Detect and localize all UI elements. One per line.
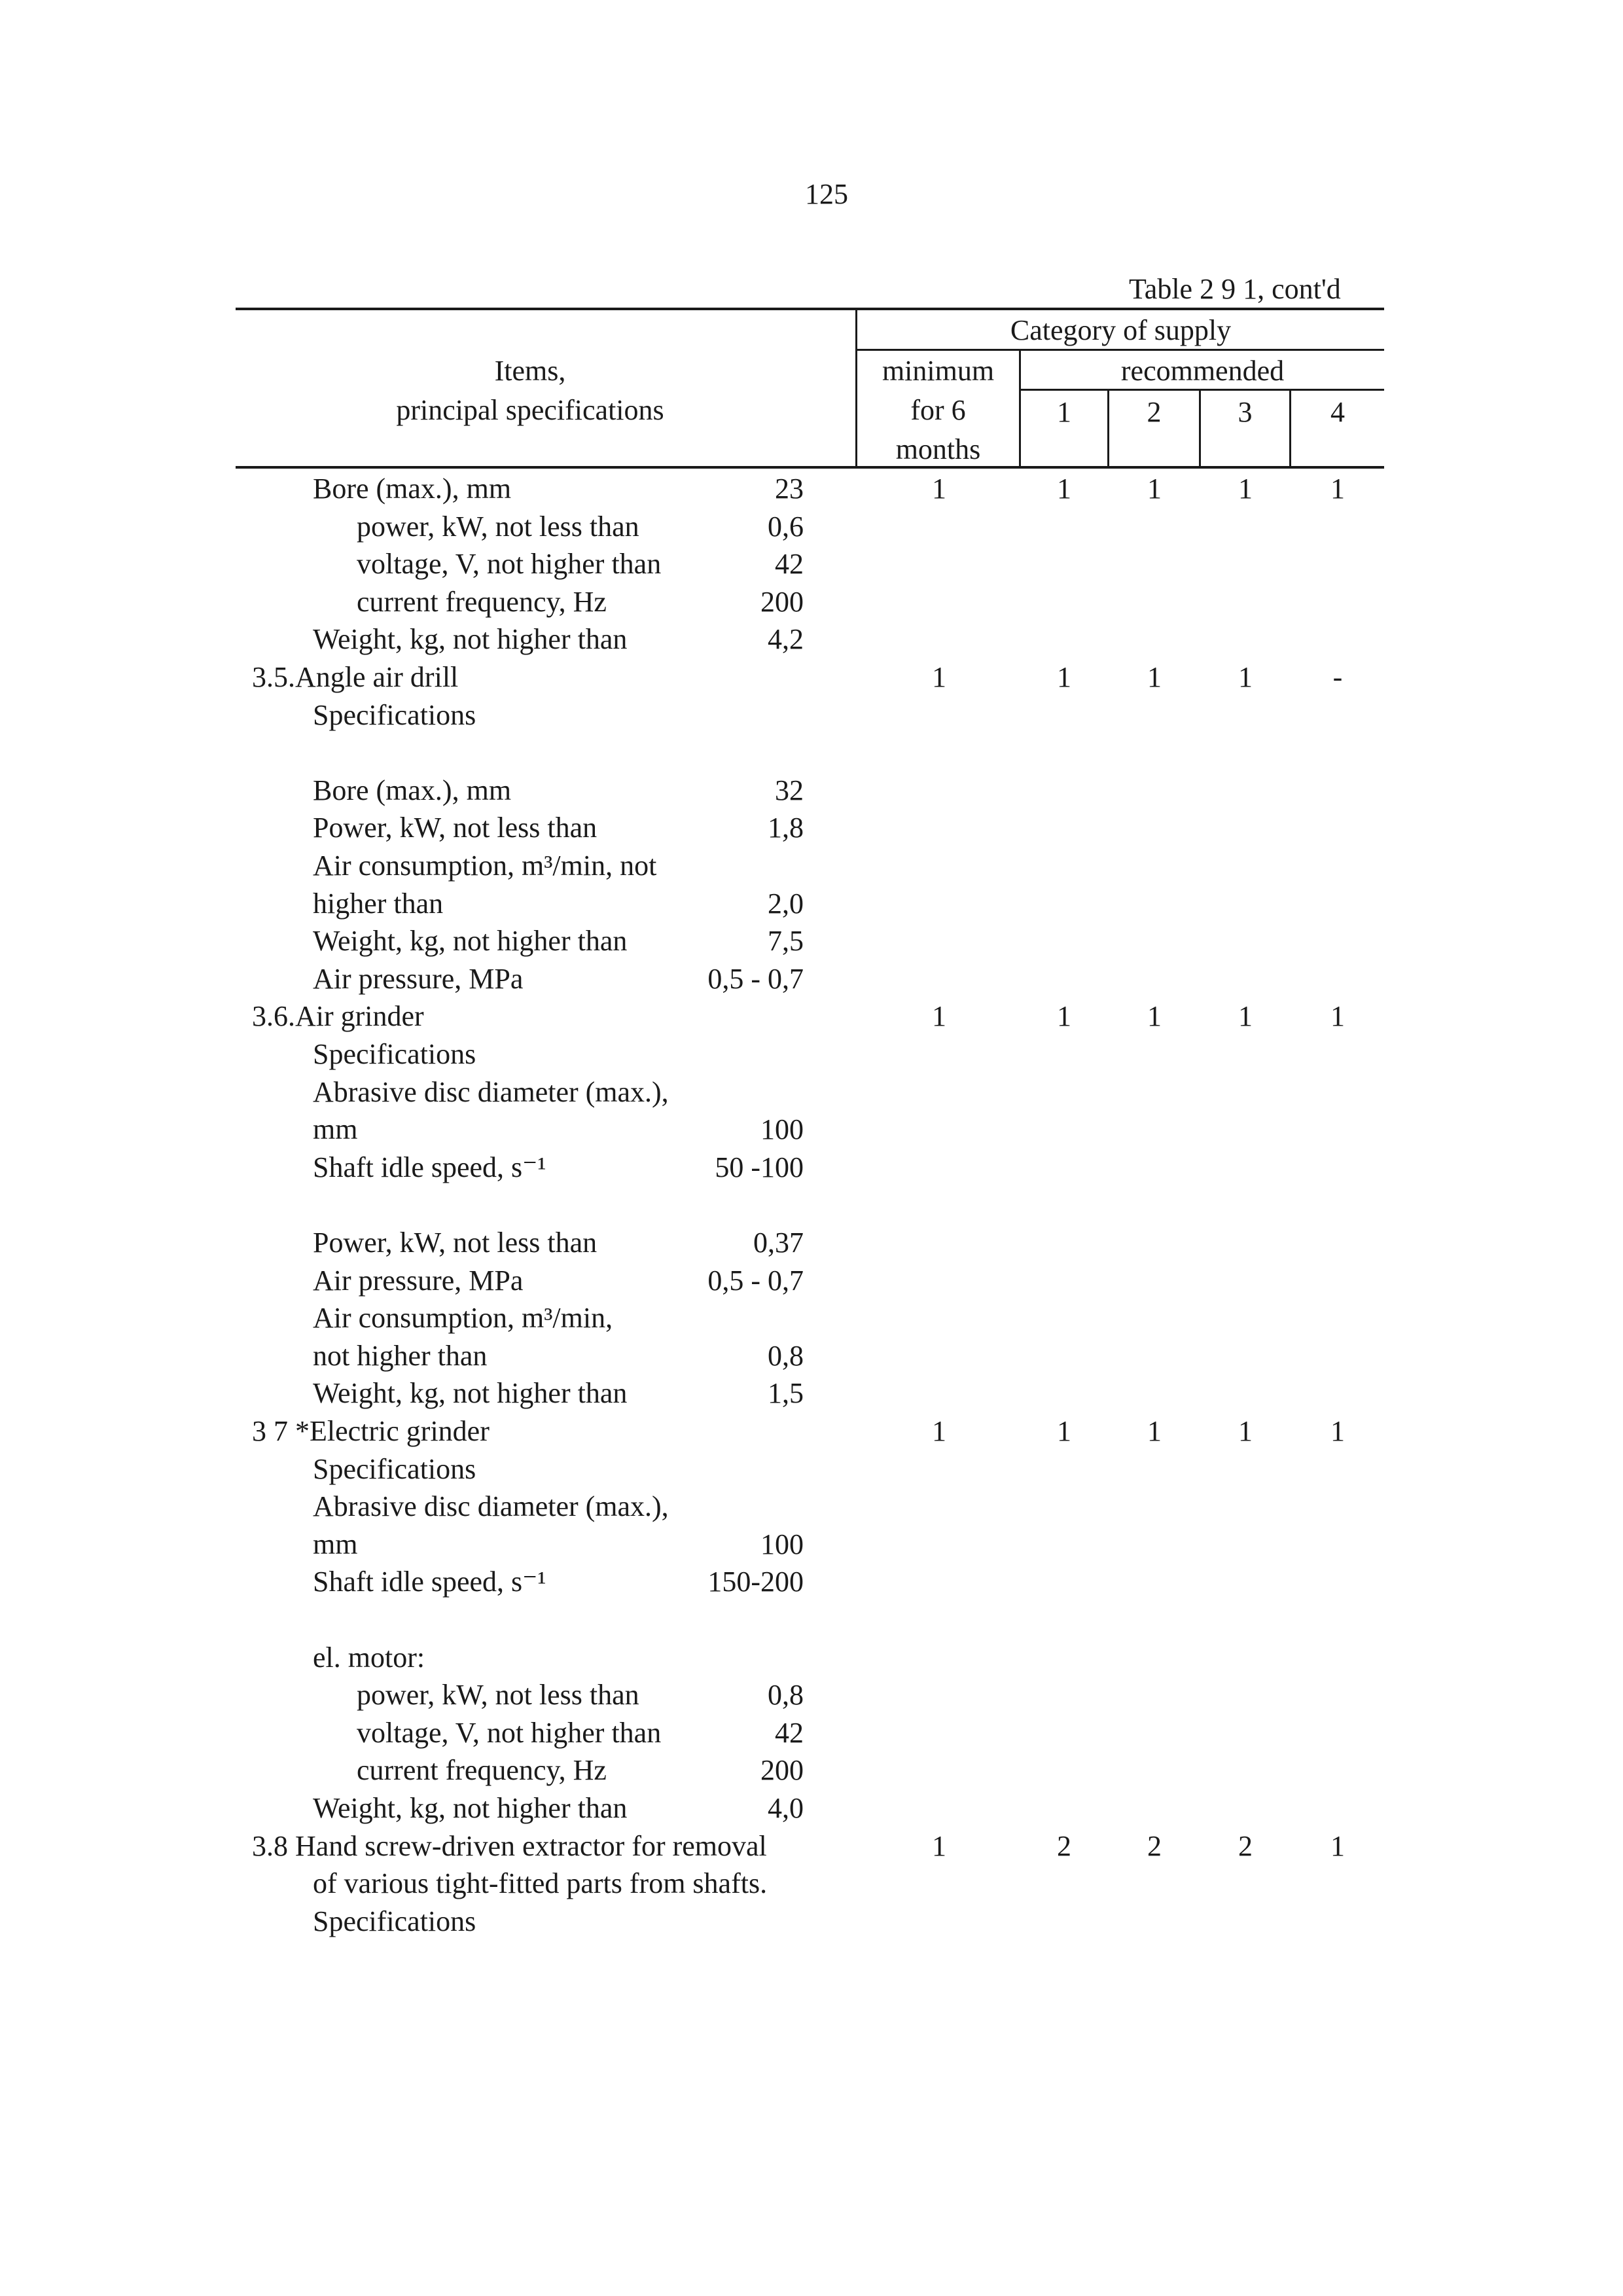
cell-recommended-2: 2 [1147, 1829, 1162, 1862]
row-label: 3 7 *Electric grinder [252, 1415, 490, 1447]
table-row [0, 1417, 1623, 1455]
table-row [0, 1492, 1623, 1530]
row-value: 4,2 [768, 623, 804, 656]
row-label: Weight, kg, not higher than [313, 1792, 628, 1824]
header-items-line2: principal specifications [396, 394, 664, 426]
header-minimum-2: for 6 [910, 394, 966, 426]
cell-recommended-1: 2 [1057, 1829, 1071, 1862]
table-row [0, 1530, 1623, 1568]
row-label: Abrasive disc diameter (max.), [313, 1490, 669, 1523]
row-value: 42 [775, 1716, 804, 1749]
row-value: 32 [775, 774, 804, 806]
category-underline [855, 349, 1384, 351]
table-gap [0, 738, 1623, 776]
row-label: voltage, V, not higher than [357, 1716, 662, 1749]
table-caption: Table 2 9 1, cont'd [1129, 273, 1341, 305]
row-value: 100 [760, 1528, 804, 1560]
table-row [0, 852, 1623, 889]
table-row [0, 1681, 1623, 1719]
row-label: Specifications [313, 1905, 476, 1937]
cell-recommended-4: - [1332, 661, 1343, 693]
table-row [0, 1756, 1623, 1794]
table-row [0, 1829, 1623, 1870]
row-label: el. motor: [313, 1641, 425, 1674]
cell-recommended-3: 2 [1238, 1829, 1253, 1862]
header-subcol-2: 2 [1147, 396, 1162, 428]
cell-recommended-2: 1 [1147, 473, 1162, 505]
table-row [0, 1643, 1623, 1681]
row-label: mm [313, 1113, 358, 1146]
row-label: Weight, kg, not higher than [313, 925, 628, 958]
row-value: 150-200 [707, 1566, 804, 1598]
row-value: 0,8 [768, 1339, 804, 1372]
row-value: 1,8 [768, 812, 804, 844]
cell-minimum: 1 [932, 473, 946, 505]
table-row [0, 1907, 1623, 1945]
row-label: Bore (max.), mm [313, 473, 512, 505]
table-row [0, 962, 1623, 1003]
row-label: Air consumption, m³/min, not [313, 850, 657, 882]
row-label: Shaft idle speed, s⁻¹ [313, 1566, 546, 1598]
cell-minimum: 1 [932, 1829, 946, 1862]
row-label: 3.6.Air grinder [252, 1000, 424, 1033]
row-value: 100 [760, 1113, 804, 1146]
table-row [0, 1115, 1623, 1153]
recommended-underline [1019, 389, 1384, 391]
row-value: 42 [775, 548, 804, 581]
row-value: 0,8 [768, 1679, 804, 1712]
row-value: 7,5 [768, 925, 804, 958]
row-label: current frequency, Hz [357, 585, 607, 618]
cell-recommended-3: 1 [1238, 661, 1253, 693]
row-label: Power, kW, not less than [313, 1227, 597, 1259]
cell-recommended-3: 1 [1238, 1000, 1253, 1033]
row-label: power, kW, not less than [357, 1679, 639, 1712]
row-label: mm [313, 1528, 358, 1560]
row-label: Abrasive disc diameter (max.), [313, 1075, 669, 1108]
table-row [0, 1040, 1623, 1078]
cell-minimum: 1 [932, 1000, 946, 1033]
row-value: 1,5 [768, 1377, 804, 1410]
header-bottom-rule [236, 466, 1384, 469]
table-row [0, 550, 1623, 588]
table-row [0, 512, 1623, 550]
cell-recommended-4: 1 [1330, 1415, 1345, 1447]
cell-recommended-1: 1 [1057, 1415, 1071, 1447]
cell-recommended-1: 1 [1057, 1000, 1071, 1033]
cell-recommended-1: 1 [1057, 473, 1071, 505]
row-label: power, kW, not less than [357, 510, 639, 543]
cell-recommended-4: 1 [1330, 1829, 1345, 1862]
cell-recommended-2: 1 [1147, 661, 1162, 693]
table-row [0, 475, 1623, 512]
row-label: 3.5.Angle air drill [252, 661, 459, 693]
row-value: 0,37 [753, 1227, 804, 1259]
row-label: Specifications [313, 698, 476, 731]
header-minimum-1: minimum [882, 355, 995, 387]
row-label: Air consumption, m³/min, [313, 1302, 613, 1335]
table-gap [0, 1605, 1623, 1643]
table-row [0, 1266, 1623, 1304]
cell-recommended-2: 1 [1147, 1000, 1162, 1033]
table-row [0, 1153, 1623, 1191]
table-row [0, 927, 1623, 965]
row-label: not higher than [313, 1339, 488, 1372]
row-value: 2,0 [768, 887, 804, 920]
row-value: 200 [760, 1754, 804, 1787]
table-row [0, 585, 1623, 626]
cell-recommended-3: 1 [1238, 473, 1253, 505]
row-value: 50 -100 [715, 1151, 804, 1183]
table-row [0, 1379, 1623, 1417]
table-row [0, 1568, 1623, 1605]
table-row [0, 776, 1623, 814]
cell-recommended-1: 1 [1057, 661, 1071, 693]
cell-recommended-4: 1 [1330, 1000, 1345, 1033]
row-label: Specifications [313, 1452, 476, 1485]
row-label: current frequency, Hz [357, 1754, 607, 1787]
table-row [0, 1794, 1623, 1832]
table-top-rule [236, 308, 1384, 310]
row-label: of various tight-fitted parts from shafts. [313, 1867, 768, 1900]
table-row [0, 1075, 1623, 1116]
table-row [0, 889, 1623, 927]
cell-recommended-2: 1 [1147, 1415, 1162, 1447]
table-row [0, 663, 1623, 701]
header-category: Category of supply [1010, 314, 1232, 346]
header-items-line1: Items, [494, 355, 566, 387]
table-row [0, 1339, 1623, 1380]
row-value: 0,6 [768, 510, 804, 543]
table-row [0, 625, 1623, 663]
table-row [0, 1229, 1623, 1266]
row-label: Weight, kg, not higher than [313, 623, 628, 656]
row-label: 3.8 Hand screw-driven extractor for removal [252, 1829, 767, 1862]
row-label: Power, kW, not less than [313, 812, 597, 844]
row-label: Air pressure, MPa [313, 1264, 524, 1297]
header-subcol-1: 1 [1057, 396, 1071, 428]
header-minimum-3: months [895, 433, 981, 465]
header-subcol-3: 3 [1238, 396, 1253, 428]
row-value: 0,5 - 0,7 [707, 1264, 804, 1297]
row-label: higher than [313, 887, 444, 920]
table-row [0, 1716, 1623, 1757]
header-subcol-4: 4 [1330, 396, 1345, 428]
table-row [0, 1869, 1623, 1907]
page-number: 125 [805, 178, 848, 210]
table-gap [0, 1191, 1623, 1229]
cell-minimum: 1 [932, 1415, 946, 1447]
row-label: Bore (max.), mm [313, 774, 512, 806]
row-value: 4,0 [768, 1792, 804, 1824]
cell-recommended-3: 1 [1238, 1415, 1253, 1447]
table-row [0, 1304, 1623, 1342]
table-row [0, 698, 1623, 739]
row-label: Specifications [313, 1038, 476, 1070]
row-label: Air pressure, MPa [313, 962, 524, 995]
row-label: Shaft idle speed, s⁻¹ [313, 1151, 546, 1183]
row-value: 200 [760, 585, 804, 618]
row-value: 0,5 - 0,7 [707, 962, 804, 995]
header-recommended: recommended [1120, 355, 1285, 387]
table-row [0, 814, 1623, 852]
row-label: voltage, V, not higher than [357, 548, 662, 581]
cell-recommended-4: 1 [1330, 473, 1345, 505]
table-row [0, 1452, 1623, 1493]
cell-minimum: 1 [932, 661, 946, 693]
row-label: Weight, kg, not higher than [313, 1377, 628, 1410]
table-row [0, 1002, 1623, 1040]
row-value: 23 [775, 473, 804, 505]
